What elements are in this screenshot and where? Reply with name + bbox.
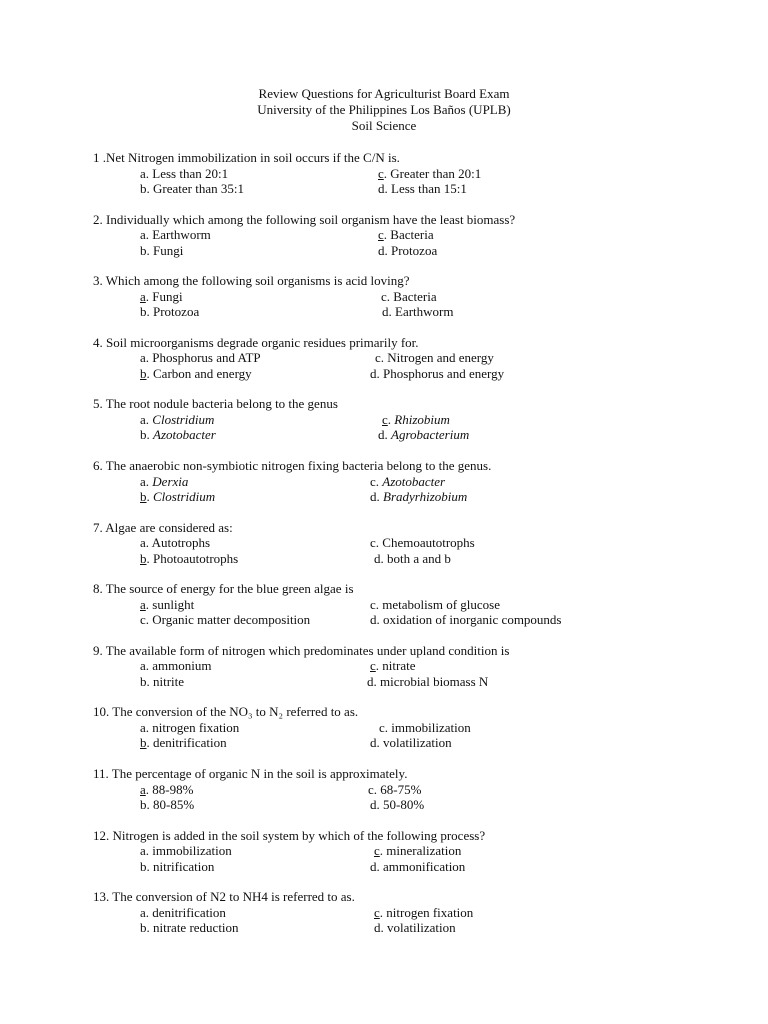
option-text: . ammonium xyxy=(145,658,212,674)
option-text: . nitrate xyxy=(375,658,416,674)
answer-option xyxy=(140,366,252,381)
answer-option xyxy=(367,674,488,689)
option-text: Clostridium xyxy=(153,489,216,504)
option-text: . immobilization xyxy=(145,843,232,859)
option-letter: c xyxy=(368,781,374,797)
answer-option xyxy=(370,612,561,627)
answer-option xyxy=(381,289,437,304)
option-letter: d xyxy=(374,550,381,566)
question-stem: 11. The percentage of organic N in the soil is approximately. xyxy=(93,766,408,781)
option-letter: d xyxy=(370,858,377,874)
question-stem: 9. The available form of nitrogen which predominates under upland condition is xyxy=(93,642,510,658)
answer-option xyxy=(374,905,473,920)
header-university: University of the Philippines Los Baños (UPLB) xyxy=(257,102,511,117)
option-letter: d xyxy=(370,797,377,812)
answer-option xyxy=(140,797,194,812)
option-text: . Earthworm xyxy=(388,304,454,320)
option-text: . Nitrogen and energy xyxy=(380,350,494,366)
option-letter: c xyxy=(370,535,376,551)
option-text: . Protozoa xyxy=(384,242,438,258)
option-text: . both a and b xyxy=(380,550,451,566)
answer-option xyxy=(140,489,215,504)
option-text: Azotobacter xyxy=(153,427,216,443)
option-text: Derxia xyxy=(152,473,189,489)
option-text: . Organic matter decomposition xyxy=(145,612,311,628)
question-stem: 7. Algae are considered as: xyxy=(93,519,233,535)
answer-option xyxy=(140,427,216,442)
answer-option xyxy=(370,489,467,504)
answer-option xyxy=(370,597,500,612)
answer-option xyxy=(370,535,475,550)
option-text: . ammonification xyxy=(376,858,466,874)
question-stem: 6. The anaerobic non-symbiotic nitrogen fixing bacteria belong to the genus. xyxy=(93,458,492,473)
answer-option xyxy=(370,859,465,874)
question-stem: 8. The source of energy for the blue green algae is xyxy=(93,581,354,597)
option-text: . nitrogen fixation xyxy=(379,904,474,920)
option-text: . Carbon and energy xyxy=(146,365,252,381)
answer-option xyxy=(140,843,232,858)
answer-option xyxy=(140,304,199,319)
option-letter: a xyxy=(140,227,146,243)
header-subject: Soil Science xyxy=(351,118,417,133)
option-letter: a xyxy=(140,781,146,797)
option-letter: b xyxy=(140,242,147,258)
option-letter: c xyxy=(378,227,384,243)
answer-option xyxy=(140,474,188,489)
option-letter: c xyxy=(374,843,380,859)
answer-option xyxy=(378,227,434,242)
option-letter: d xyxy=(370,489,377,504)
option-letter: d xyxy=(378,427,385,443)
option-letter: a xyxy=(140,843,146,859)
option-letter: c xyxy=(140,612,146,628)
option-text: . denitrification xyxy=(146,735,227,751)
option-text: . Greater than 20:1 xyxy=(383,165,482,181)
option-letter: a xyxy=(140,165,146,181)
option-text: . nitrate reduction xyxy=(146,920,239,936)
answer-option xyxy=(140,674,184,689)
option-letter: d xyxy=(370,612,377,628)
option-letter: d xyxy=(378,242,385,258)
answer-option xyxy=(374,551,451,566)
option-text: . Fungi xyxy=(146,242,184,258)
answer-option xyxy=(375,350,494,365)
answer-option xyxy=(140,920,239,935)
answer-option xyxy=(370,474,445,489)
option-text: . Phosphorus and ATP xyxy=(145,350,261,366)
option-letter: c xyxy=(378,165,384,181)
answer-option xyxy=(382,304,453,319)
option-letter: d xyxy=(382,304,389,320)
option-letter: c xyxy=(381,288,387,304)
option-separator: . xyxy=(376,489,383,504)
answer-option xyxy=(140,350,261,365)
option-separator: . xyxy=(146,427,153,443)
option-letter: b xyxy=(140,489,147,504)
option-text: Clostridium xyxy=(152,411,215,427)
question-stem: 4. Soil microorganisms degrade organic residues primarily for. xyxy=(93,334,419,350)
question-stem: 1 .Net Nitrogen immobilization in soil occurs if the C/N is. xyxy=(93,150,400,165)
answer-option xyxy=(374,920,456,935)
option-text: . Fungi xyxy=(145,288,183,304)
option-letter: b xyxy=(140,365,147,381)
answer-option xyxy=(140,412,214,427)
option-letter: a xyxy=(140,411,146,427)
answer-option xyxy=(374,843,461,858)
option-letter: b xyxy=(140,550,147,566)
answer-option xyxy=(370,366,504,381)
option-letter: a xyxy=(140,535,146,551)
answer-option xyxy=(140,905,226,920)
option-letter: c xyxy=(379,719,385,735)
option-text: Bradyrhizobium xyxy=(383,489,468,504)
option-text: . Photoautotrophs xyxy=(146,550,239,566)
option-letter: b xyxy=(140,735,147,751)
option-letter: a xyxy=(140,904,146,920)
option-text: . mineralization xyxy=(379,843,462,859)
option-letter: c xyxy=(370,473,376,489)
question-stem: 13. The conversion of N2 to NH4 is referred to as. xyxy=(93,889,355,905)
option-text: . Less than 15:1 xyxy=(384,181,467,196)
answer-option xyxy=(140,289,183,304)
option-letter: a xyxy=(140,658,146,674)
answer-option xyxy=(378,243,437,258)
option-text: Agrobacterium xyxy=(391,427,470,443)
option-text: . 68-75% xyxy=(373,781,422,797)
answer-option xyxy=(370,658,416,673)
option-separator: . xyxy=(375,473,383,489)
option-letter: c xyxy=(382,411,388,427)
question-stem: 5. The root nodule bacteria belong to the genus xyxy=(93,396,338,412)
option-text: . denitrification xyxy=(145,904,226,920)
answer-option xyxy=(140,551,238,566)
option-letter: a xyxy=(140,473,146,489)
answer-option xyxy=(140,166,228,181)
option-letter: b xyxy=(140,427,147,443)
answer-option xyxy=(140,658,212,673)
option-letter: c xyxy=(370,658,376,674)
option-letter: c xyxy=(374,904,380,920)
answer-option xyxy=(378,427,469,442)
option-text: Azotobacter xyxy=(382,473,446,489)
option-separator: . xyxy=(145,411,153,427)
option-text: . Earthworm xyxy=(145,227,211,243)
answer-option xyxy=(140,612,310,627)
answer-option xyxy=(140,227,211,242)
header-title: Review Questions for Agriculturist Board Exam xyxy=(258,86,510,101)
option-text: . Chemoautotrophs xyxy=(375,535,475,551)
option-text: . Bacteria xyxy=(386,288,437,304)
answer-option xyxy=(140,735,227,750)
answer-option xyxy=(368,782,421,797)
option-separator: . xyxy=(146,489,153,504)
option-separator: . xyxy=(384,427,391,443)
answer-option xyxy=(140,782,193,797)
option-separator: . xyxy=(387,411,395,427)
option-text: . 80-85% xyxy=(146,797,195,812)
question-stem: 2. Individually which among the following soil organism have the least biomass? xyxy=(93,211,516,227)
option-text: . immobilization xyxy=(384,719,471,735)
answer-option xyxy=(382,412,450,427)
option-text: . Less than 20:1 xyxy=(145,165,229,181)
answer-option xyxy=(140,597,194,612)
option-text: . Phosphorus and energy xyxy=(376,365,505,381)
option-text: . nitrite xyxy=(146,673,185,689)
option-letter: c xyxy=(375,350,381,366)
option-letter: d xyxy=(378,181,385,196)
option-letter: b xyxy=(140,858,147,874)
option-text: . microbial biomass N xyxy=(373,673,489,689)
option-letter: d xyxy=(367,673,374,689)
answer-option xyxy=(140,720,239,735)
option-separator: . xyxy=(145,473,153,489)
option-text: . Autotrophs xyxy=(145,535,211,551)
answer-option xyxy=(140,243,183,258)
option-text: . Bacteria xyxy=(383,227,434,243)
answer-option xyxy=(378,166,481,181)
option-text: . 88-98% xyxy=(145,781,194,797)
option-text: . Greater than 35:1 xyxy=(146,181,244,196)
answer-option xyxy=(140,859,214,874)
option-text: . volatilization xyxy=(380,920,456,936)
option-letter: c xyxy=(370,596,376,612)
option-text: . nitrification xyxy=(146,858,215,874)
option-letter: b xyxy=(140,920,147,936)
option-letter: a xyxy=(140,719,146,735)
answer-option xyxy=(370,797,424,812)
option-letter: b xyxy=(140,181,147,196)
option-text: . sunlight xyxy=(145,596,195,612)
option-letter: b xyxy=(140,797,147,812)
question-stem: 3. Which among the following soil organisms is acid loving? xyxy=(93,273,410,289)
question-stem: 12. Nitrogen is added in the soil system by which of the following process? xyxy=(93,827,486,843)
option-text: . Protozoa xyxy=(146,304,200,320)
answer-option xyxy=(370,735,452,750)
answer-option xyxy=(140,181,244,196)
option-letter: d xyxy=(370,365,377,381)
option-text: . nitrogen fixation xyxy=(145,719,240,735)
option-text: . 50-80% xyxy=(376,797,425,812)
answer-option xyxy=(379,720,471,735)
option-letter: a xyxy=(140,288,146,304)
option-text: . volatilization xyxy=(376,735,452,751)
option-letter: a xyxy=(140,596,146,612)
answer-option xyxy=(378,181,467,196)
question-stem: 10. The conversion of the NO₃ to N₂ referred to as. xyxy=(93,704,359,720)
option-text: Rhizobium xyxy=(394,411,450,427)
option-letter: b xyxy=(140,673,147,689)
option-letter: b xyxy=(140,304,147,320)
option-text: . oxidation of inorganic compounds xyxy=(376,612,562,628)
option-letter: a xyxy=(140,350,146,366)
option-text: . metabolism of glucose xyxy=(375,596,500,612)
option-letter: d xyxy=(370,735,377,751)
answer-option xyxy=(140,535,210,550)
option-letter: d xyxy=(374,920,381,936)
